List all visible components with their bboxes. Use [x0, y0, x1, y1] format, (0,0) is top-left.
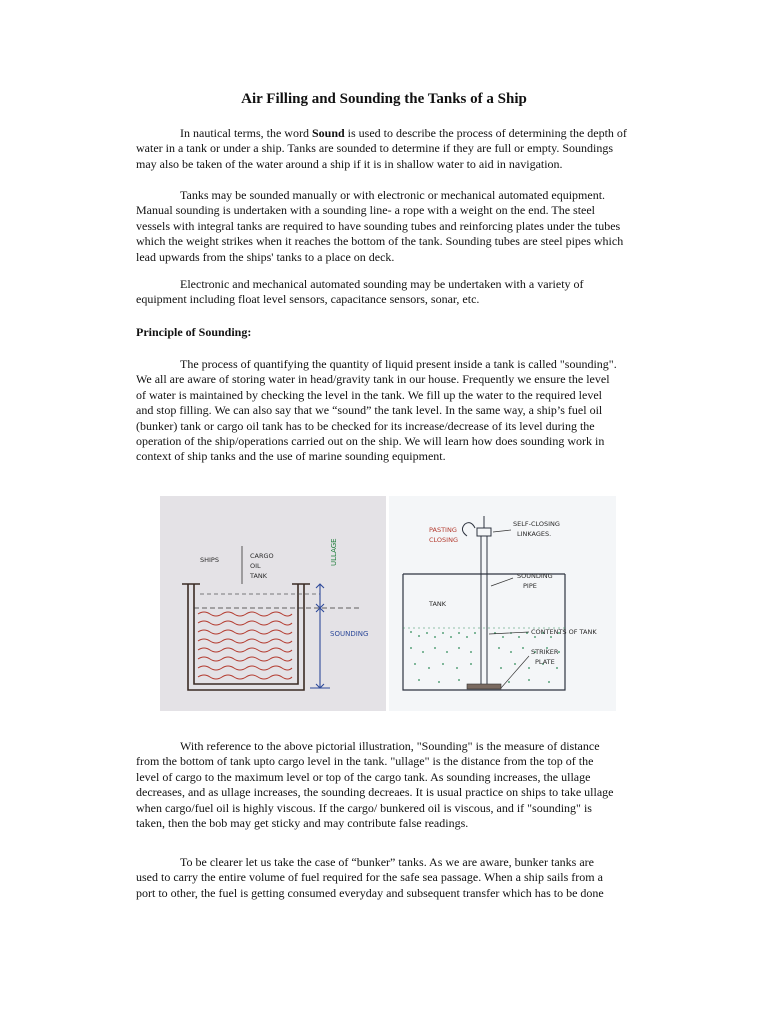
- label-tank: TANK: [429, 600, 447, 608]
- label-tank: TANK: [250, 572, 268, 580]
- sounding-illustration: [160, 496, 616, 711]
- paragraph-line: To be clearer let us take the case of “bunker” tanks. As we are aware, bunker tanks are: [180, 855, 594, 869]
- paragraph-line: Manual sounding is undertaken with a sounding line- a rope with a weight on the end. The steel: [136, 203, 596, 218]
- label-plate: PLATE: [535, 658, 555, 666]
- label-striker: STRIKER: [531, 648, 559, 656]
- label-ullage: ULLAGE: [330, 538, 338, 566]
- paragraph-line: Tanks may be sounded manually or with electronic or mechanical automated equipment.: [180, 188, 606, 202]
- paragraph-line: operation of the ship/operations carried out on the ship. We will learn how does sounding work in: [136, 434, 605, 449]
- paragraph-line: which the weight strikes when it reaches the bottom of the tank. Sounding tubes are steel pipes which: [136, 234, 624, 249]
- paragraph-line: equipment including float level sensors, capacitance sensors, sonar, etc.: [136, 292, 480, 307]
- paragraph-line: when cargo/fuel oil is highly viscous. If the cargo/ bunkered oil is viscous, and if "sounding" is: [136, 800, 592, 815]
- label-contents: CONTENTS OF TANK: [531, 628, 597, 636]
- label-oil: OIL: [250, 562, 261, 570]
- label-sounding: SOUNDING: [330, 630, 369, 638]
- cargo-tank-drawing: [160, 496, 386, 711]
- cargo-tank-sketch: [160, 496, 386, 711]
- label-ships: SHIPS: [200, 556, 219, 564]
- paragraph-line: from the bottom of tank upto cargo level in the tank. "ullage" is the distance from the top of the: [136, 754, 594, 769]
- sounding-pipe-drawing: [389, 496, 616, 711]
- paragraph-1: [136, 126, 636, 172]
- paragraph-line: decreases, and as ullage increases, the sounding decreaes. It is usual practice on ships to take ullage: [136, 785, 614, 800]
- paragraph-line: With reference to the above pictorial illustration, "Sounding" is the measure of distance: [180, 739, 600, 753]
- label-linkages: LINKAGES.: [517, 530, 552, 538]
- label-closing: CLOSING: [429, 536, 458, 544]
- paragraph-line: We all are aware of storing water in head/gravity tank in our house. Frequently we ensure the level: [136, 372, 610, 387]
- paragraph-4: [136, 357, 636, 465]
- paragraph-line: lead upwards from the ships' tanks to a place on deck.: [136, 249, 395, 264]
- paragraph-line: context of ship tanks and the use of marine sounding equipment.: [136, 449, 446, 464]
- line-text: is used to describe the process of determining the depth of: [344, 126, 627, 140]
- paragraph-6: [136, 855, 636, 901]
- paragraph-line: (bunker) tank or cargo oil tank has to be checked for its increase/decrease of its level during the: [136, 418, 595, 433]
- document-title: Air Filling and Sounding the Tanks of a Ship: [241, 91, 527, 107]
- paragraph-line: level of cargo to the maximum level or top of the cargo tank. As sounding increases, the ullage: [136, 769, 591, 784]
- paragraph-line: taken, then the bob may get sticky and may contribute false readings.: [136, 816, 469, 831]
- paragraph-line: of water is maintained by checking the level in the tank. We fill up the water to the required level: [136, 387, 602, 402]
- sounding-pipe-sketch: [389, 496, 616, 711]
- paragraph-line: Electronic and mechanical automated sounding may be undertaken with a variety of: [180, 277, 584, 291]
- label-self-closing: SELF-CLOSING: [513, 520, 560, 528]
- paragraph-line: vessels with integral tanks are required to have sounding tubes and reinforcing plates under the tubes: [136, 218, 621, 233]
- line-text: In nautical terms, the word: [180, 126, 312, 140]
- label-pipe: PIPE: [523, 582, 537, 590]
- paragraph-line: [136, 126, 636, 141]
- label-pasting: PASTING: [429, 526, 457, 534]
- paragraph-line: water in a tank or under a ship. Tanks are sounded to determine if they are full or empty. Soundings: [136, 141, 614, 156]
- section-heading: Principle of Sounding:: [136, 325, 252, 339]
- bold-term: Sound: [311, 126, 345, 140]
- paragraph-3: [136, 277, 636, 308]
- paragraph-line: and stop filling. We can also say that we “sound” the tank level. In the same way, a ship’s fuel oil: [136, 403, 603, 418]
- paragraph-line: used to carry the entire volume of fuel required for the safe sea passage. When a ship sails from a: [136, 870, 603, 885]
- paragraph-2: [136, 188, 636, 265]
- paragraph-line: The process of quantifying the quantity of liquid present inside a tank is called "sounding".: [180, 357, 617, 371]
- paragraph-5: [136, 739, 636, 831]
- label-sounding-pipe: SOUNDING: [517, 572, 553, 580]
- paragraph-line: may also be taken of the water around a ship if it is in shallow water to aid in navigation.: [136, 156, 563, 171]
- label-cargo: CARGO: [250, 552, 274, 560]
- paragraph-line: port to other, the fuel is getting consumed everyday and subsequent transfer which has to be done: [136, 885, 604, 900]
